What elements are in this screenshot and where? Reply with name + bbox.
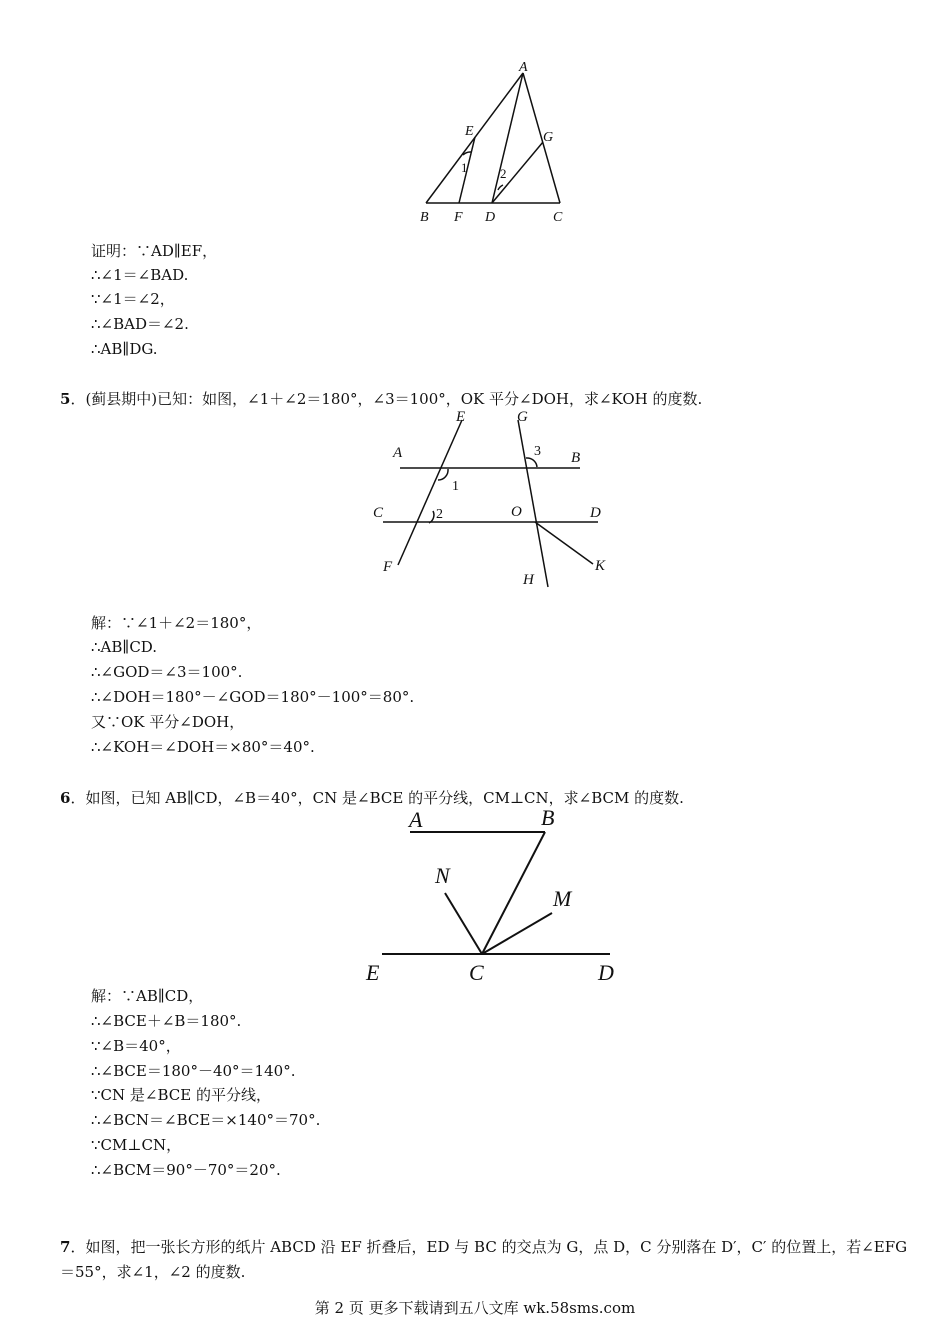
label-F: F (383, 559, 393, 575)
label-O: O (511, 504, 522, 520)
question-text: ．如图，把一张长方形的纸片 ABCD 沿 EF 折叠后，ED 与 BC 的交点为 G，点 D，C 分别落在 D′，C′ 的位置上，若∠EFG＝55°，求∠1，∠2 的度数. (60, 1238, 908, 1281)
label-E: E (465, 124, 474, 139)
figure-triangle-abc (410, 55, 580, 230)
label-A: A (519, 60, 528, 75)
solution-line: ∵CM⊥CN， (91, 1136, 182, 1154)
solution-line: 解：∵∠1＋∠2＝180°， (91, 614, 262, 632)
solution-line: ∵CN 是∠BCE 的平分线， (91, 1086, 271, 1104)
solution-line: ∴∠DOH＝180°－∠GOD＝180°－100°＝80°. (91, 688, 415, 706)
label-H: H (523, 572, 534, 588)
label-E: E (456, 409, 466, 425)
proof-line: ∴∠1＝∠BAD. (91, 266, 189, 284)
label-F: F (454, 210, 463, 225)
label-2: 2 (436, 507, 443, 522)
question-number: 6 (60, 789, 71, 807)
proof-line: 证明：∵AD∥EF， (91, 242, 218, 260)
page-footer: 第 2 页 更多下载请到五八文库 wk.58sms.com (314, 1299, 636, 1317)
label-N: N (435, 863, 450, 888)
label-D: D (598, 960, 614, 985)
solution-line: ∴AB∥CD. (91, 638, 158, 656)
label-2: 2 (500, 166, 507, 181)
question-number: 5 (60, 390, 71, 408)
label-A: A (409, 807, 423, 832)
solution-line: ∴∠BCE＝180°－40°＝140°. (91, 1062, 296, 1080)
label-C: C (373, 505, 384, 521)
solution-line: ∴∠BCN＝∠BCE＝×140°＝70°. (91, 1111, 321, 1129)
label-B: B (541, 805, 555, 830)
solution-line: ∴∠GOD＝∠3＝100°. (91, 663, 243, 681)
solution-line: ∴∠BCE＋∠B＝180°. (91, 1012, 242, 1030)
proof-line: ∴∠BAD＝∠2. (91, 315, 189, 333)
label-C: C (553, 210, 563, 225)
label-D: D (485, 210, 496, 225)
label-M: M (553, 886, 572, 911)
question-text: ．(蓟县期中)已知：如图，∠1＋∠2＝180°，∠3＝100°，OK 平分∠DOH，求∠KOH 的度数. (70, 390, 703, 408)
figure-bisector-q6 (360, 800, 635, 990)
figure-parallel-lines-q5 (370, 405, 630, 595)
label-C: C (469, 960, 484, 985)
label-1: 1 (452, 479, 459, 494)
proof-line: ∴AB∥DG. (91, 340, 158, 358)
label-3: 3 (534, 444, 541, 459)
proof-line: ∵∠1＝∠2， (91, 290, 175, 308)
solution-line: 解：∵AB∥CD， (91, 987, 204, 1005)
question-7 (60, 1235, 910, 1285)
solution-line: 又∵OK 平分∠DOH， (91, 713, 245, 731)
label-1: 1 (461, 160, 468, 175)
label-E: E (366, 960, 380, 985)
label-B: B (420, 210, 429, 225)
label-D: D (590, 505, 601, 521)
solution-line: ∴∠KOH＝∠DOH＝×80°＝40°. (91, 738, 315, 756)
question-text: ．如图，已知 AB∥CD，∠B＝40°，CN 是∠BCE 的平分线，CM⊥CN，求∠BCM 的度数. (70, 789, 684, 807)
label-A: A (393, 445, 403, 461)
label-K: K (595, 558, 606, 574)
label-B: B (571, 450, 581, 466)
solution-line: ∵∠B＝40°， (91, 1037, 181, 1055)
label-G: G (517, 409, 528, 425)
label-G: G (543, 130, 554, 145)
question-number: 7 (60, 1238, 71, 1256)
solution-line: ∴∠BCM＝90°－70°＝20°. (91, 1161, 281, 1179)
